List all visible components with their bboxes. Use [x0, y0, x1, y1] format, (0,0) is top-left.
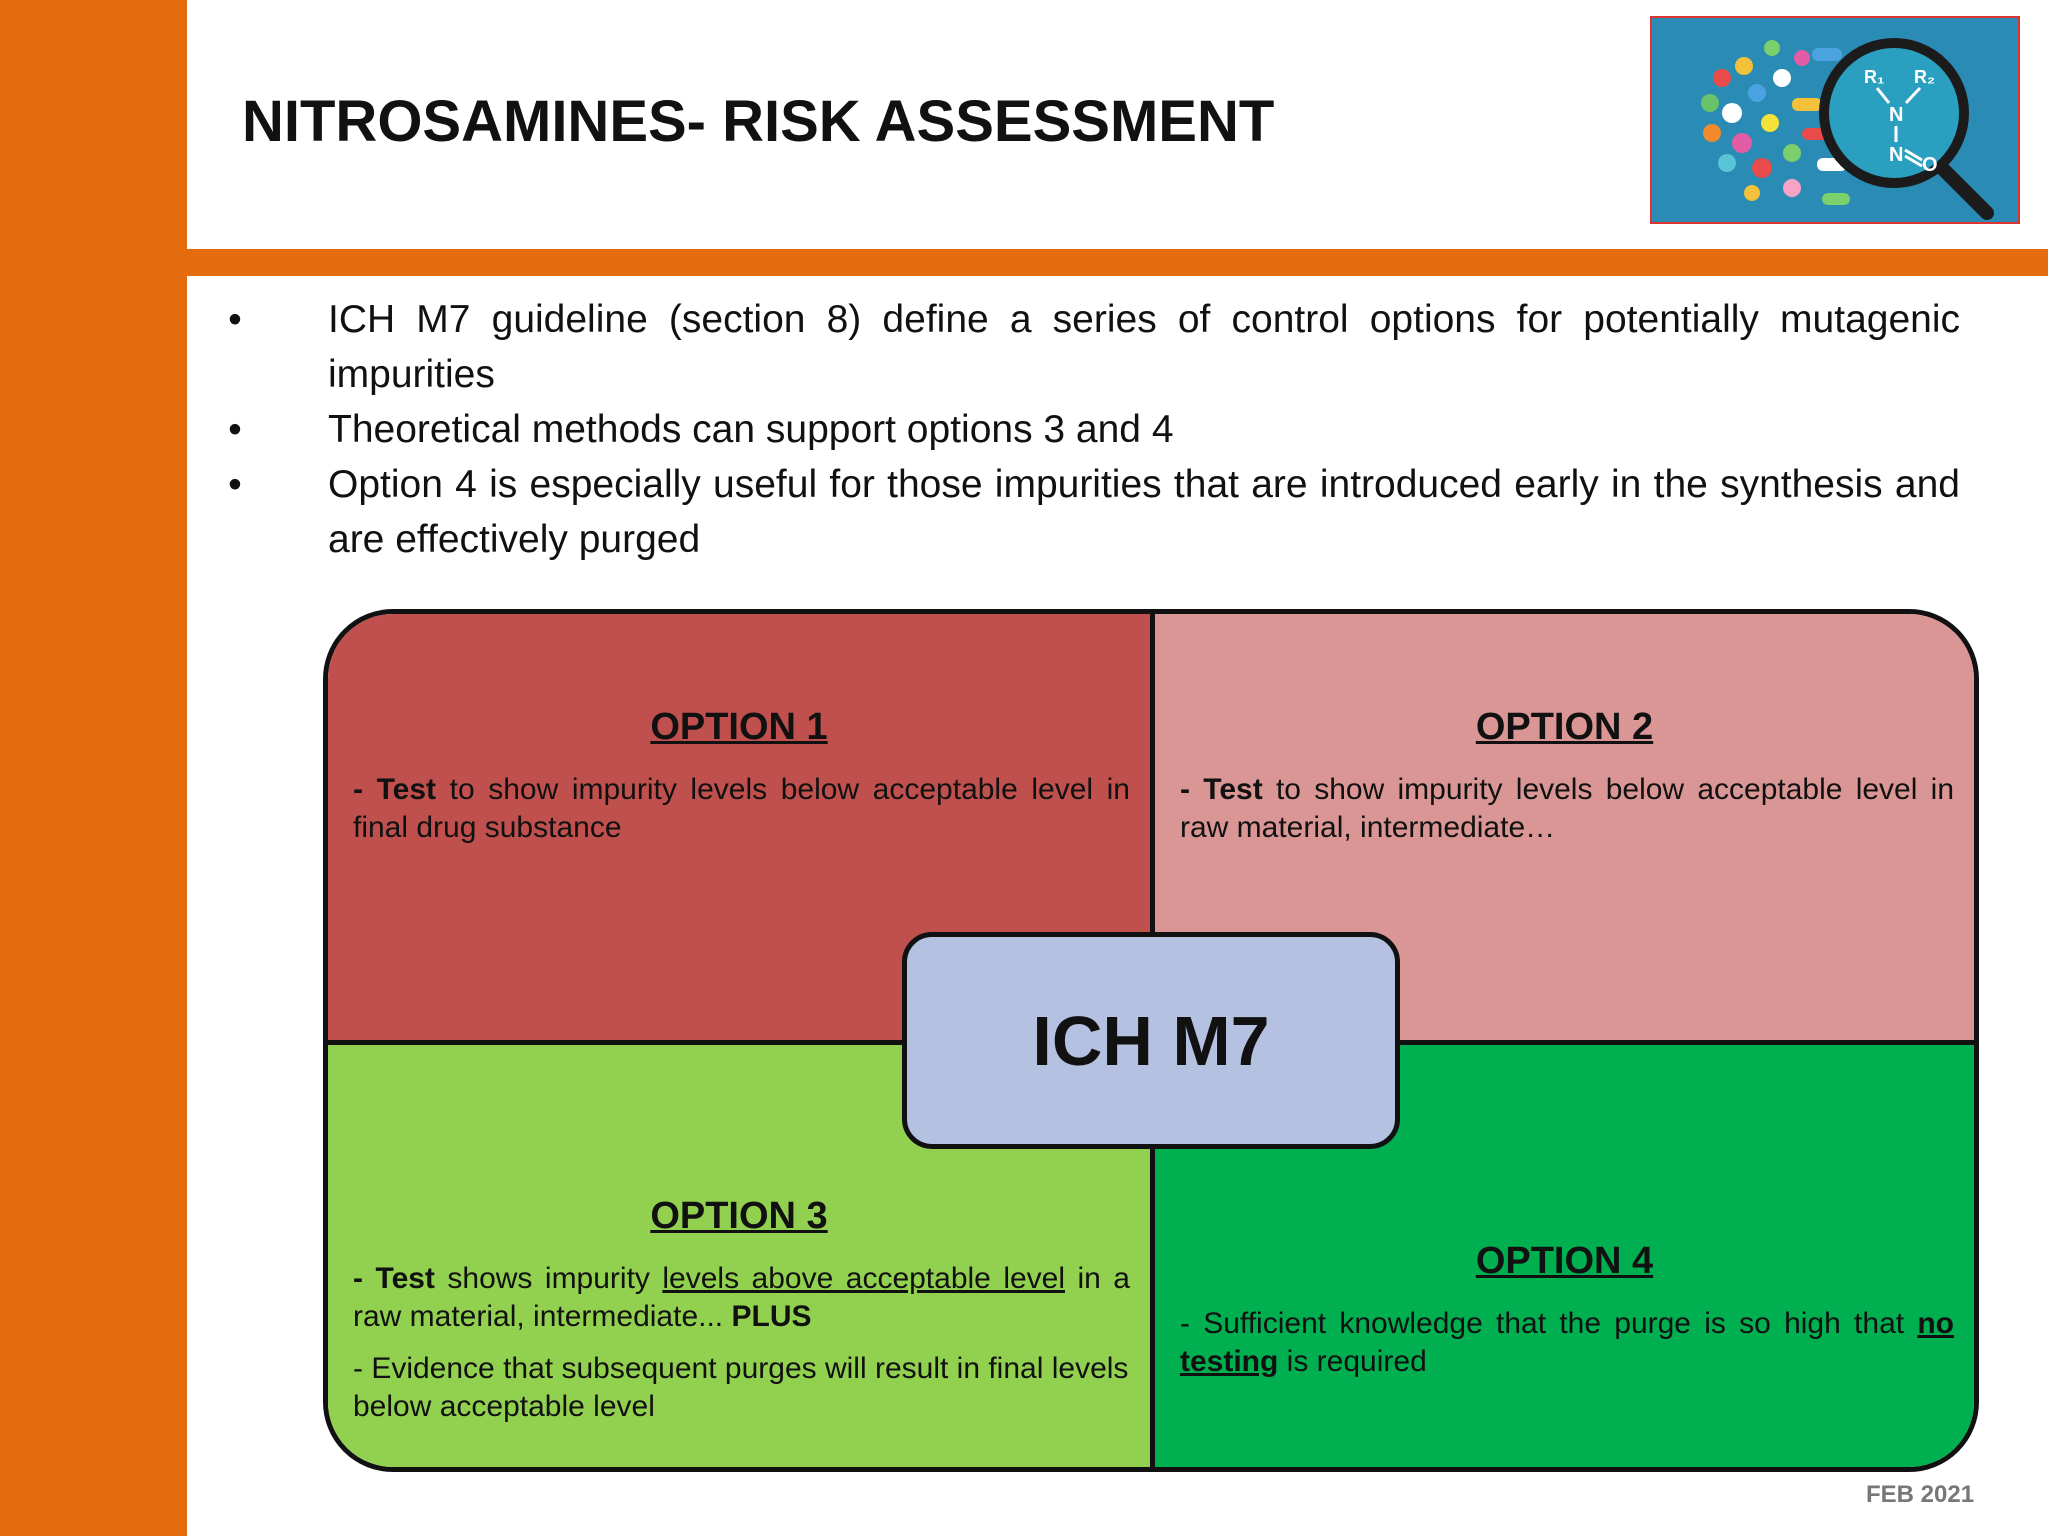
bullet-item [220, 292, 1960, 402]
bullet-list [220, 292, 1960, 567]
bullet-item [220, 457, 1960, 567]
option-3-text: - Test shows impurity levels above acceptable level in a raw material, intermediate... PLUS [353, 1262, 1130, 1333]
option-4-text: - Sufficient knowledge that the purge is so high that no testing is required [1180, 1307, 1954, 1378]
option-4-title: OPTION 4 [1475, 1240, 1654, 1282]
bullet-dot: • [228, 408, 242, 451]
bullet-text: Option 4 is especially useful for those impurities that are introduced early in the synthesis and are effectively purged [328, 463, 1960, 561]
option-3-evidence-text: - Evidence that subsequent purges will result in final levels below acceptable level [353, 1352, 1129, 1423]
center-label-text: ICH M7 [1032, 1001, 1270, 1080]
o-label: O [1922, 154, 1938, 176]
left-accent-bar [0, 0, 187, 1536]
option-1-title: OPTION 1 [650, 706, 828, 748]
ich-m7-center-label [902, 932, 1400, 1149]
slide-title: NITROSAMINES- RISK ASSESSMENT [242, 89, 1275, 154]
nitrosamine-logo [1650, 16, 2020, 224]
option-2-text: - Test to show impurity levels below acceptable level in raw material, intermediate… [1180, 773, 1954, 844]
bullet-dot: • [228, 463, 242, 506]
r1-label: R₁ [1864, 67, 1885, 87]
magnifier-pills-nitrosamine-icon [1652, 18, 2018, 222]
n-bottom-label: N [1889, 144, 1904, 166]
option-3-title: OPTION 3 [650, 1195, 828, 1237]
bullet-item [220, 402, 1960, 457]
option-1-text: - Test to show impurity levels below acceptable level in final drug substance [353, 773, 1130, 844]
option-2-title: OPTION 2 [1475, 706, 1654, 748]
r2-label: R₂ [1914, 67, 1935, 87]
slide-date: FEB 2021 [1866, 1481, 1975, 1508]
n-top-label: N [1889, 104, 1904, 126]
bullet-dot: • [228, 298, 242, 341]
header-divider-bar [187, 249, 2048, 276]
bullet-text: Theoretical methods can support options 3 and 4 [328, 408, 1174, 451]
bullet-text: ICH M7 guideline (section 8) define a series of control options for potentially mutagenic impurities [328, 298, 1960, 396]
